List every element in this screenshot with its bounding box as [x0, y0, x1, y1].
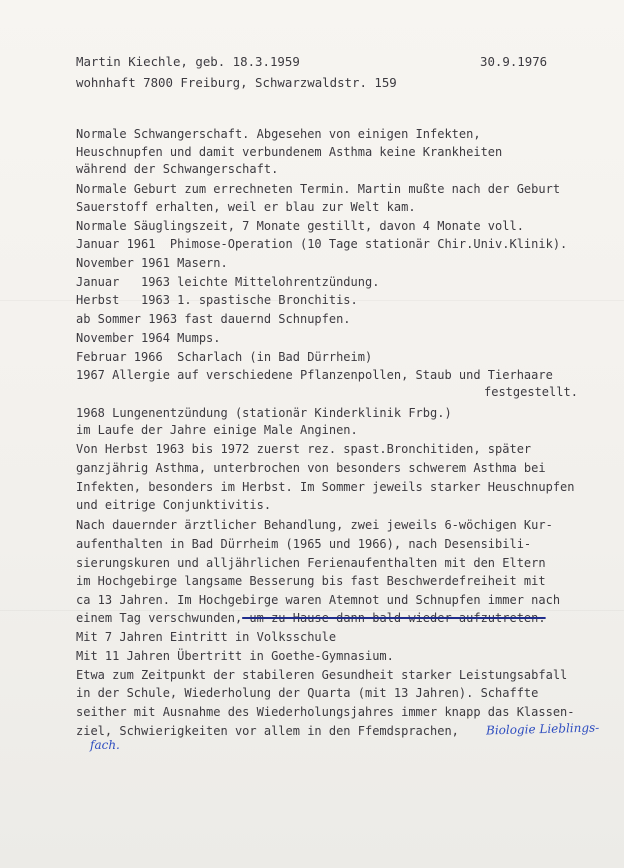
body-line: festgestellt. [484, 385, 578, 399]
body-line: ganzjährig Asthma, unterbrochen von besonders schwerem Asthma bei [76, 461, 546, 475]
body-line: ca 13 Jahren. Im Hochgebirge waren Atemnot und Schnupfen immer nach [76, 593, 561, 607]
body-line: Herbst 1963 1. spastische Bronchitis. [76, 293, 358, 307]
body-line-segment: einem Tag verschwunden, [76, 611, 243, 625]
body-line: im Laufe der Jahre einige Male Anginen. [76, 423, 358, 437]
body-line: Nach dauernder ärztlicher Behandlung, zwei jeweils 6-wöchigen Kur- [76, 518, 553, 532]
body-line: Normale Säuglingszeit, 7 Monate gestillt, davon 4 Monate voll. [76, 219, 524, 233]
body-line: Sauerstoff erhalten, weil er blau zur Welt kam. [76, 200, 416, 214]
body-line: ziel, Schwierigkeiten vor allem in den Ffemdsprachen, [76, 724, 459, 738]
body-line: Februar 1966 Scharlach (in Bad Dürrheim) [76, 350, 373, 364]
header-address-line: wohnhaft 7800 Freiburg, Schwarzwaldstr. 159 [76, 75, 397, 90]
body-line: in der Schule, Wiederholung der Quarta (mit 13 Jahren). Schaffte [76, 686, 539, 700]
body-line: während der Schwangerschaft. [76, 162, 279, 176]
handwritten-note-line-1: Biologie Lieblings- [485, 720, 600, 738]
struck-text: um zu Hause dann bald wieder aufzutreten. [242, 611, 546, 625]
body-line: Mit 7 Jahren Eintritt in Volksschule [76, 630, 337, 644]
body-line-with-strike [76, 611, 546, 625]
body-line: aufenthalten in Bad Dürrheim (1965 und 1966), nach Desensibili- [76, 537, 532, 551]
body-line: im Hochgebirge langsame Besserung bis fast Beschwerdefreiheit mit [76, 574, 546, 588]
body-line: ab Sommer 1963 fast dauernd Schnupfen. [76, 312, 351, 326]
body-line: November 1964 Mumps. [76, 331, 221, 345]
body-line: November 1961 Masern. [76, 256, 228, 270]
body-line: Infekten, besonders im Herbst. Im Sommer jeweils starker Heuschnupfen [76, 480, 575, 494]
body-line: 1967 Allergie auf verschiedene Pflanzenpollen, Staub und Tierhaare [76, 368, 553, 382]
body-line: Von Herbst 1963 bis 1972 zuerst rez. spast.Bronchitiden, später [76, 442, 532, 456]
body-line: 1968 Lungenentzündung (stationär Kinderklinik Frbg.) [76, 406, 452, 420]
body-line: seither mit Ausnahme des Wiederholungsjahres immer knapp das Klassen- [76, 705, 575, 719]
body-line: Januar 1963 leichte Mittelohrentzündung. [76, 275, 380, 289]
header-name-line: Martin Kiechle, geb. 18.3.1959 [76, 54, 300, 69]
body-line: sierungskuren und alljährlichen Ferienaufenthalten mit den Eltern [76, 556, 546, 570]
body-line: Normale Geburt zum errechneten Termin. Martin mußte nach der Geburt [76, 182, 561, 196]
body-line: Mit 11 Jahren Übertritt in Goethe-Gymnasium. [76, 649, 394, 663]
body-line: Normale Schwangerschaft. Abgesehen von einigen Infekten, [76, 127, 481, 141]
body-line: und eitrige Conjunktivitis. [76, 498, 272, 512]
header-date: 30.9.1976 [480, 54, 548, 69]
body-line: Januar 1961 Phimose-Operation (10 Tage stationär Chir.Univ.Klinik). [76, 237, 568, 251]
handwritten-note-line-2: fach. [90, 738, 120, 752]
body-line: Heuschnupfen und damit verbundenem Asthma keine Krankheiten [76, 145, 503, 159]
body-line: Etwa zum Zeitpunkt der stabileren Gesundheit starker Leistungsabfall [76, 668, 568, 682]
